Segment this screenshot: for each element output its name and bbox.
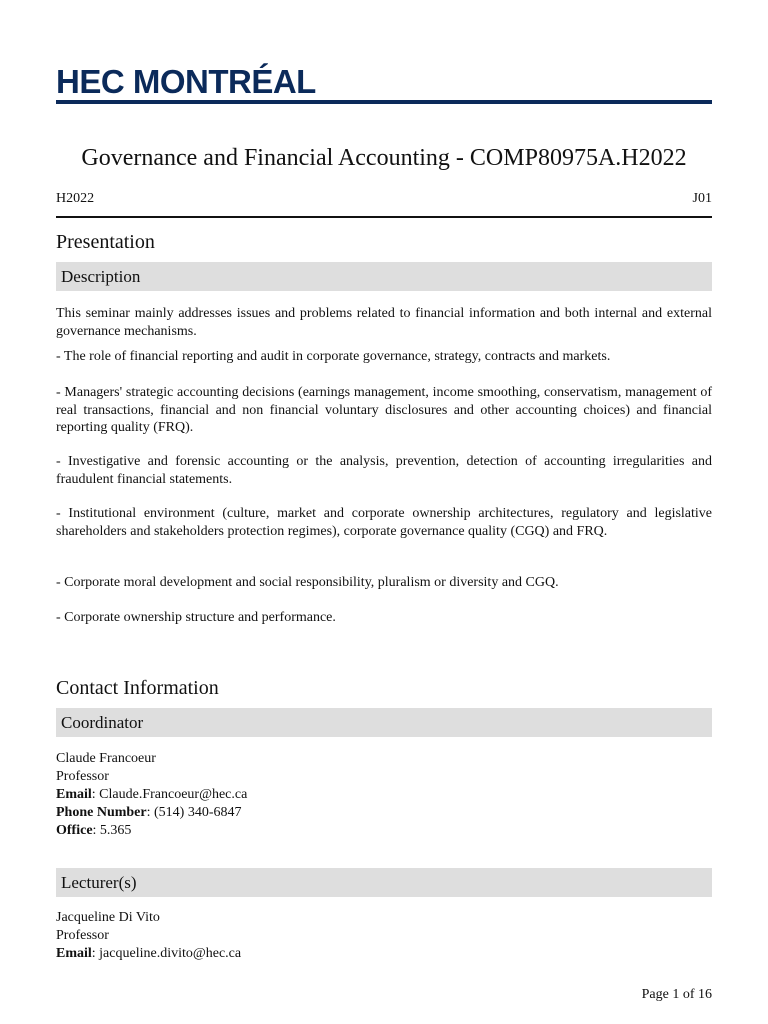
lecturer-email-line: Email: jacqueline.divito@hec.ca	[56, 946, 242, 961]
email-label: Email	[56, 946, 92, 961]
meta-divider	[56, 216, 712, 218]
phone-label: Phone Number	[56, 805, 147, 820]
description-paragraph: - Institutional environment (culture, market and corporate ownership architectures, regulatory and legislative shareholders and stakeholders protection regimes), corporate governance quality (CGQ) and FRQ.	[56, 506, 712, 539]
course-meta-row	[56, 190, 712, 208]
lecturers-band	[56, 868, 712, 897]
description-paragraph: This seminar mainly addresses issues and problems related to financial information and both internal and external governance mechanisms.	[56, 306, 712, 339]
group-label: J01	[692, 191, 712, 206]
coordinator-phone: (514) 340-6847	[154, 805, 242, 820]
description-label: Description	[61, 267, 141, 286]
coordinator-label: Coordinator	[61, 713, 144, 732]
description-paragraph: - Corporate ownership structure and performance.	[56, 610, 336, 625]
description-paragraph: - The role of financial reporting and audit in corporate governance, strategy, contracts and markets.	[56, 349, 611, 364]
coordinator-name: Claude Francoeur	[56, 751, 156, 766]
description-paragraph: - Investigative and forensic accounting or the analysis, prevention, detection of accounting irregularities and fraudulent financial statements.	[56, 454, 712, 487]
course-title: Governance and Financial Accounting - COMP80975A.H2022	[81, 145, 687, 171]
contact-heading: Contact Information	[56, 677, 219, 699]
coordinator-band	[56, 708, 712, 737]
lecturer-name: Jacqueline Di Vito	[56, 910, 160, 925]
description-paragraph: - Managers' strategic accounting decisions (earnings management, income smoothing, conservatism, management of real transactions, financial and non financial voluntary disclosures and other accounting choices) and financial reporting quality (FRQ).	[56, 385, 712, 435]
coordinator-email[interactable]: Claude.Francoeur@hec.ca	[99, 787, 248, 802]
coordinator-role: Professor	[56, 769, 109, 784]
office-label: Office	[56, 823, 93, 838]
email-label: Email	[56, 787, 92, 802]
coordinator-email-line: Email: Claude.Francoeur@hec.ca	[56, 787, 248, 802]
lecturer-contact	[56, 909, 241, 963]
coordinator-office-line: Office: 5.365	[56, 823, 132, 838]
lecturers-label: Lecturer(s)	[61, 873, 137, 892]
coordinator-office: 5.365	[99, 823, 132, 838]
lecturer-role: Professor	[56, 928, 109, 943]
page-number: Page 1 of 16	[641, 987, 712, 1002]
description-band	[56, 262, 712, 291]
description-paragraph: - Corporate moral development and social responsibility, pluralism or diversity and CGQ.	[56, 575, 559, 590]
lecturer-email[interactable]: jacqueline.divito@hec.ca	[99, 946, 242, 961]
term-label: H2022	[56, 191, 95, 206]
presentation-heading: Presentation	[56, 231, 155, 253]
coordinator-contact	[56, 750, 247, 840]
hec-montreal-logo: HEC MONTRÉAL	[56, 63, 316, 100]
coordinator-phone-line: Phone Number: (514) 340-6847	[56, 805, 242, 820]
logo-divider	[56, 100, 712, 104]
